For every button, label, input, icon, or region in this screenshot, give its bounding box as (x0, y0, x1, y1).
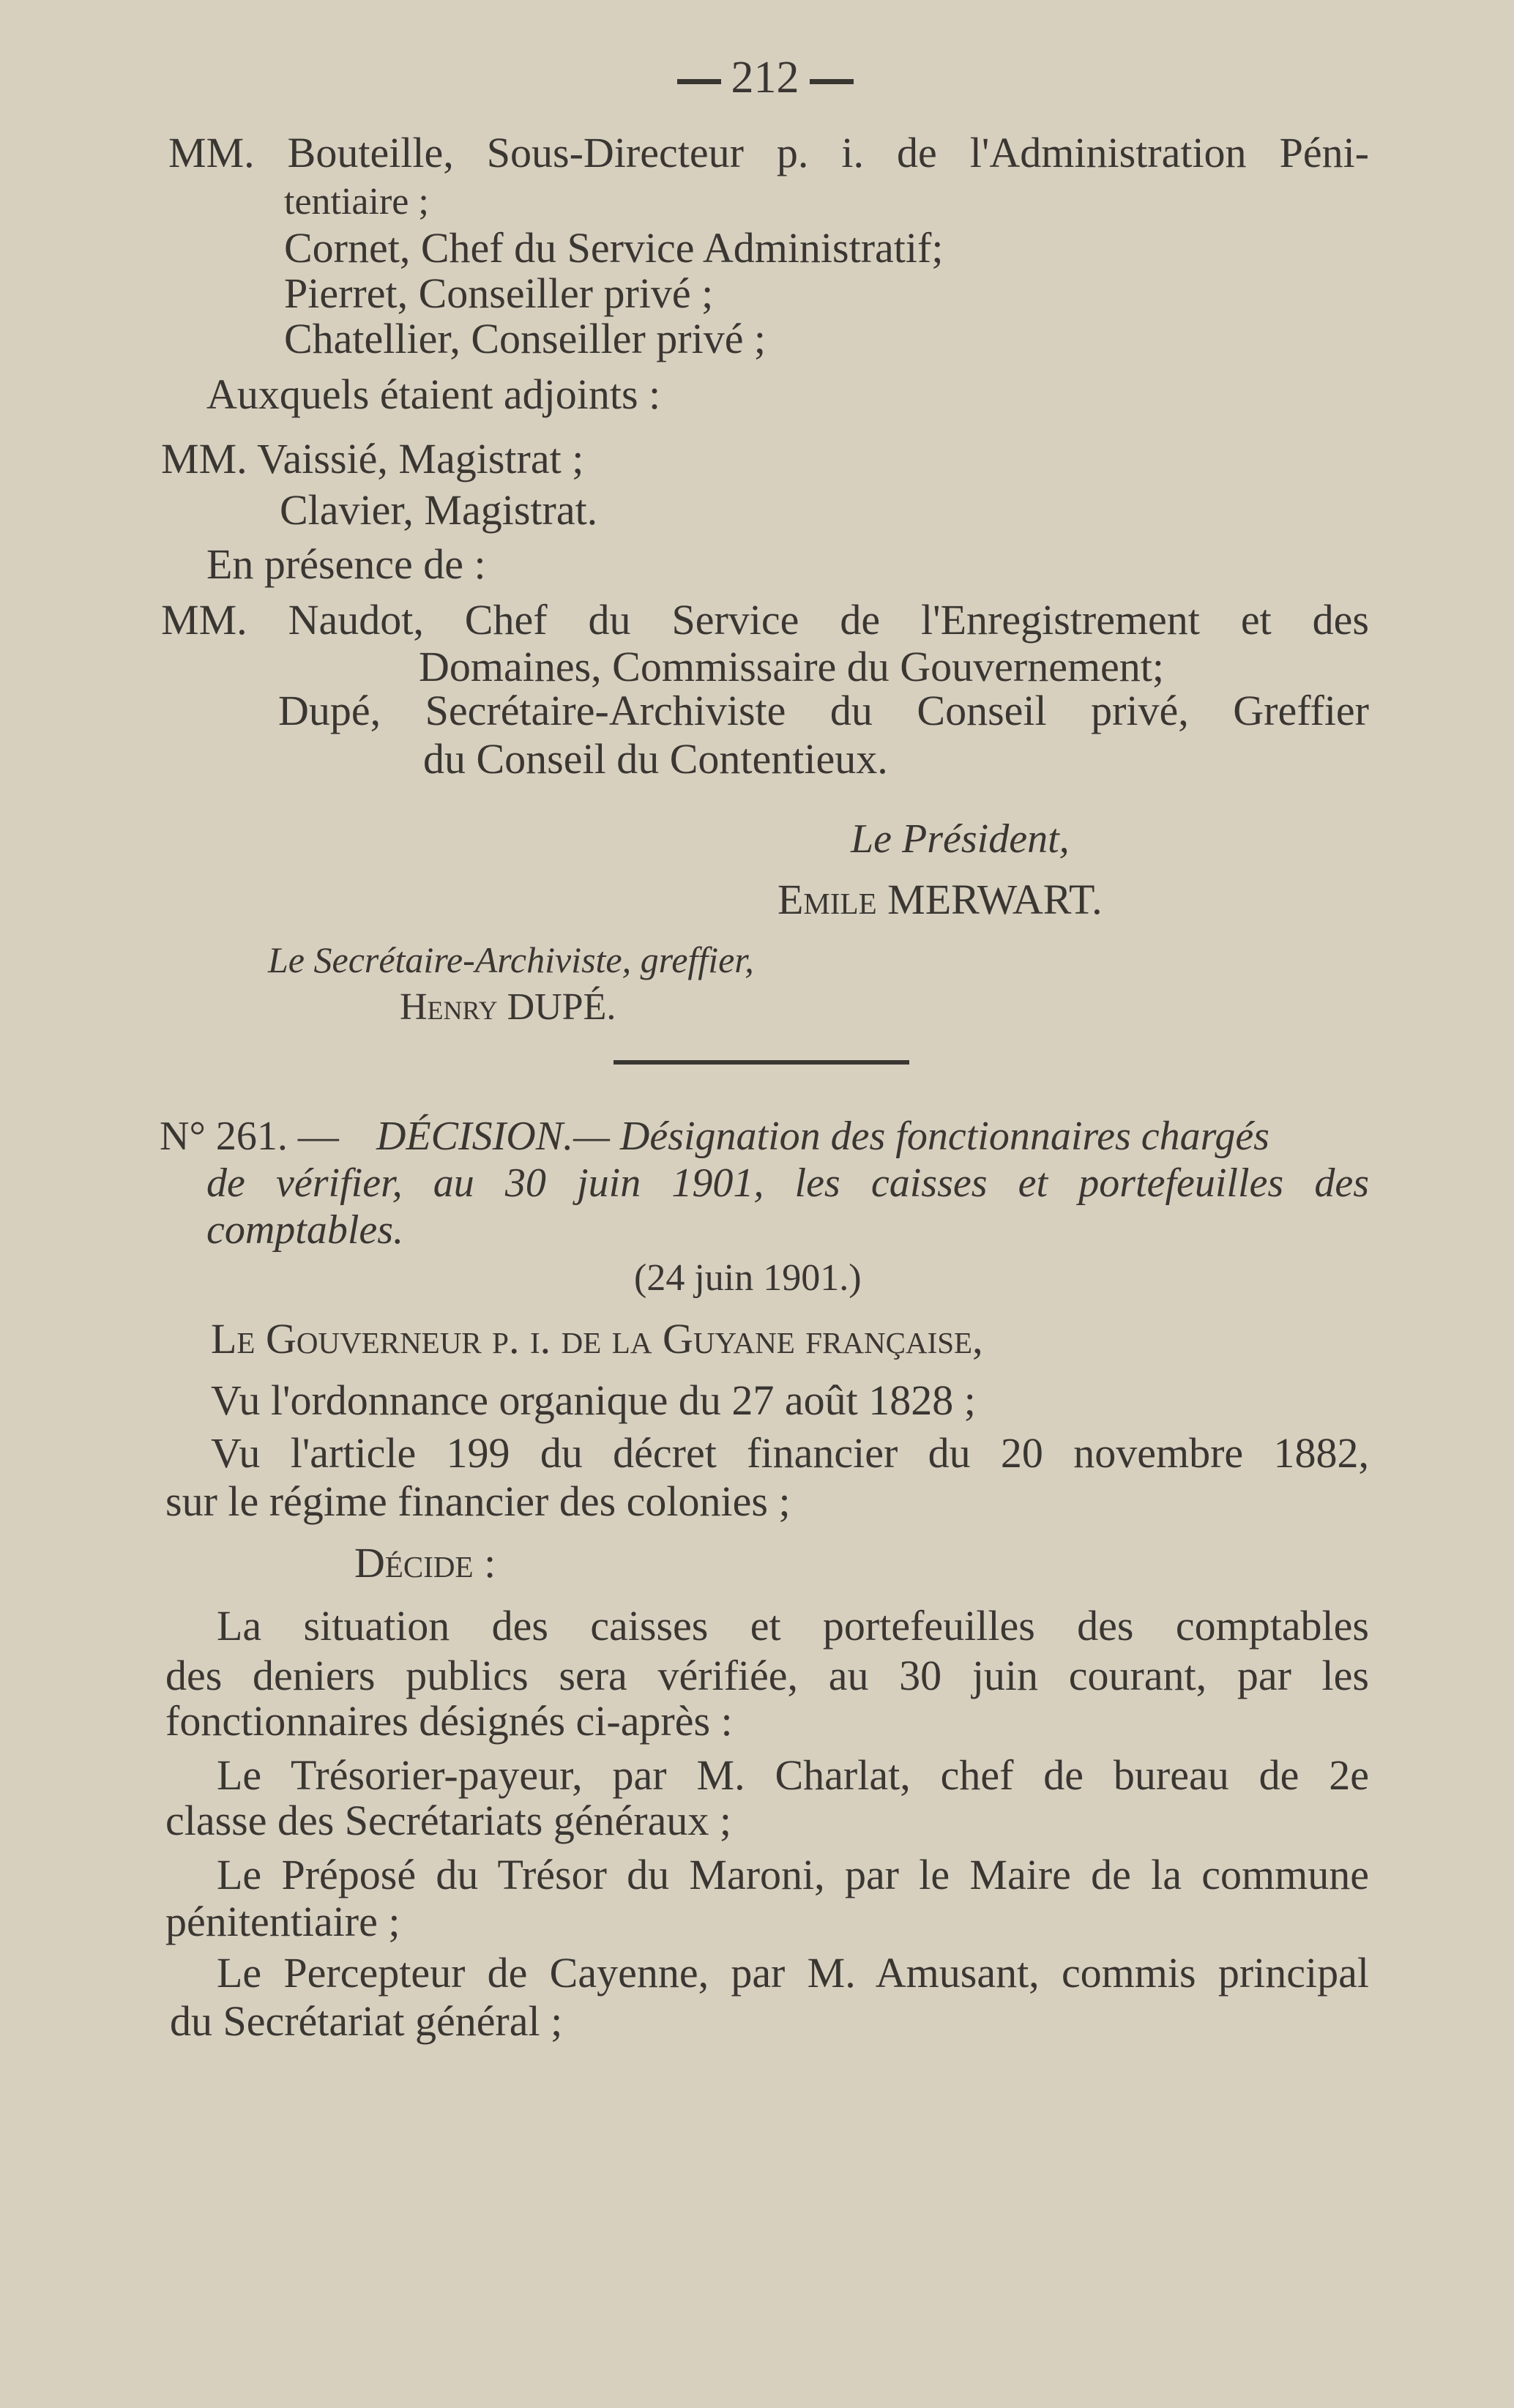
section-divider (614, 1060, 909, 1065)
presence-line-2: Domaines, Commissaire du Gouvernement; (419, 643, 1165, 690)
adjoints-line-1: MM. Vaissié, Magistrat ; (161, 435, 584, 482)
body-line-6: La situation des caisses et portefeuilles des comptables (217, 1602, 1369, 1650)
body-line-7: des deniers publics sera vérifiée, au 30 juin courant, par les (165, 1652, 1369, 1699)
president-name: Emile MERWART. (777, 876, 1103, 923)
presence-line-1: MM. Naudot, Chef du Service de l'Enregistrement et des (161, 596, 1369, 644)
decision-title-line-1: DÉCISION.— Désignation des fonctionnaires chargés (376, 1114, 1269, 1159)
presence-line-4: du Conseil du Contentieux. (423, 735, 888, 783)
presence-heading: En présence de : (206, 540, 486, 588)
body-line-decide: Décide : (354, 1539, 496, 1587)
body-line-14: du Secrétariat général ; (170, 1997, 563, 2045)
body-line-vu-3: sur le régime financier des colonies ; (165, 1477, 791, 1525)
body-line-governor: Le Gouverneur p. i. de la Guyane française, (211, 1315, 983, 1363)
page-number-dash-right (810, 79, 854, 84)
members-line-3: Cornet, Chef du Service Administratif; (284, 224, 944, 272)
body-line-vu-2: Vu l'article 199 du décret financier du 20 novembre 1882, (211, 1429, 1369, 1477)
secretary-name: Henry DUPÉ. (400, 986, 616, 1028)
secretary-title: Le Secrétaire-Archiviste, greffier, (268, 939, 754, 980)
adjoints-heading: Auxquels étaient adjoints : (206, 370, 661, 418)
members-line-1: MM. Bouteille, Sous-Directeur p. i. de l'Administration Péni- (168, 129, 1369, 176)
members-line-2: tentiaire ; (284, 181, 429, 223)
body-line-13: Le Percepteur de Cayenne, par M. Amusant, commis principal (217, 1949, 1369, 1997)
body-line-9: Le Trésorier-payeur, par M. Charlat, chef de bureau de 2e (217, 1751, 1369, 1799)
page-number (659, 55, 871, 100)
president-title: Le Président, (851, 816, 1070, 862)
members-line-5: Chatellier, Conseiller privé ; (284, 315, 767, 362)
page-number-dash-left (677, 79, 721, 84)
body-line-11: Le Préposé du Trésor du Maroni, par le Maire de la commune (217, 1851, 1369, 1898)
decision-title-line-2: de vérifier, au 30 juin 1901, les caisses et portefeuilles des (206, 1160, 1369, 1206)
page-number-text: 212 (731, 53, 799, 102)
body-line-12: pénitentiaire ; (165, 1898, 400, 1945)
body-line-8: fonctionnaires désignés ci-après : (165, 1697, 733, 1745)
body-line-10: classe des Secrétariats généraux ; (165, 1797, 731, 1844)
body-line-vu-1: Vu l'ordonnance organique du 27 août 1828 ; (211, 1376, 976, 1424)
members-line-4: Pierret, Conseiller privé ; (284, 269, 714, 317)
decision-number: N° 261. — (160, 1114, 339, 1159)
decision-date: (24 juin 1901.) (634, 1257, 862, 1299)
presence-line-3: Dupé, Secrétaire-Archiviste du Conseil privé, Greffier (278, 687, 1369, 734)
adjoints-line-2: Clavier, Magistrat. (280, 486, 598, 534)
decision-title-line-3: comptables. (206, 1207, 404, 1253)
